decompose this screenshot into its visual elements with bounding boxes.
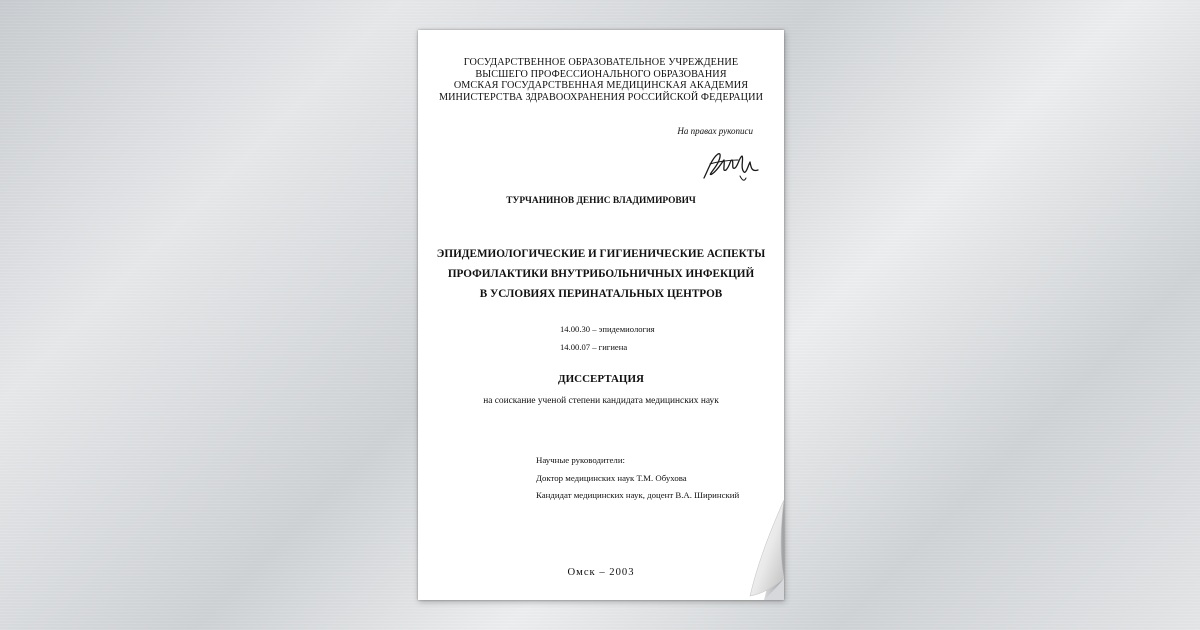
organization-line: ГОСУДАРСТВЕННОЕ ОБРАЗОВАТЕЛЬНОЕ УЧРЕЖДЕНИЕ: [463, 57, 739, 68]
title-line: В УСЛОВИЯХ ПЕРИНАТАЛЬНЫХ ЦЕНТРОВ: [479, 288, 723, 300]
organization-line: МИНИСТЕРСТВА ЗДРАВООХРАНЕНИЯ РОССИЙСКОЙ ФЕДЕРАЦИИ: [438, 91, 764, 103]
organization-header: [418, 57, 784, 103]
title-line: ЭПИДЕМИОЛОГИЧЕСКИЕ И ГИГИЕНИЧЕСКИЕ АСПЕКТЫ: [436, 248, 766, 260]
title-line: ПРОФИЛАКТИКИ ВНУТРИБОЛЬНИЧНЫХ ИНФЕКЦИЙ: [447, 268, 755, 280]
specialty-item: 14.00.30 – эпидемиология: [560, 324, 655, 334]
supervisors-block: [536, 452, 739, 505]
organization-line: ВЫСШЕГО ПРОФЕССИОНАЛЬНОГО ОБРАЗОВАНИЯ: [475, 68, 727, 80]
supervisor-item: Кандидат медицинских наук, доцент В.А. Ширинский: [536, 490, 740, 500]
supervisors-heading: Научные руководители:: [536, 455, 625, 465]
organization-line: ОМСКАЯ ГОСУДАРСТВЕННАЯ МЕДИЦИНСКАЯ АКАДЕМИЯ: [453, 80, 749, 91]
signature-icon: [698, 148, 760, 184]
supervisor-item: Доктор медицинских наук Т.М. Обухова: [536, 472, 687, 483]
specialties-list: [560, 321, 655, 356]
dissertation-title: [418, 244, 784, 304]
rights-note: На правах рукописи: [677, 126, 753, 136]
city-year: Омск – 2003: [567, 567, 635, 578]
degree-line: на соискание ученой степени кандидата медицинских наук: [483, 396, 719, 406]
author-name: ТУРЧАНИНОВ ДЕНИС ВЛАДИМИРОВИЧ: [506, 196, 696, 206]
document-page: [418, 30, 784, 600]
specialty-item: 14.00.07 – гигиена: [560, 341, 628, 352]
page-curl-icon: [736, 500, 784, 600]
work-type: ДИССЕРТАЦИЯ: [558, 373, 644, 385]
